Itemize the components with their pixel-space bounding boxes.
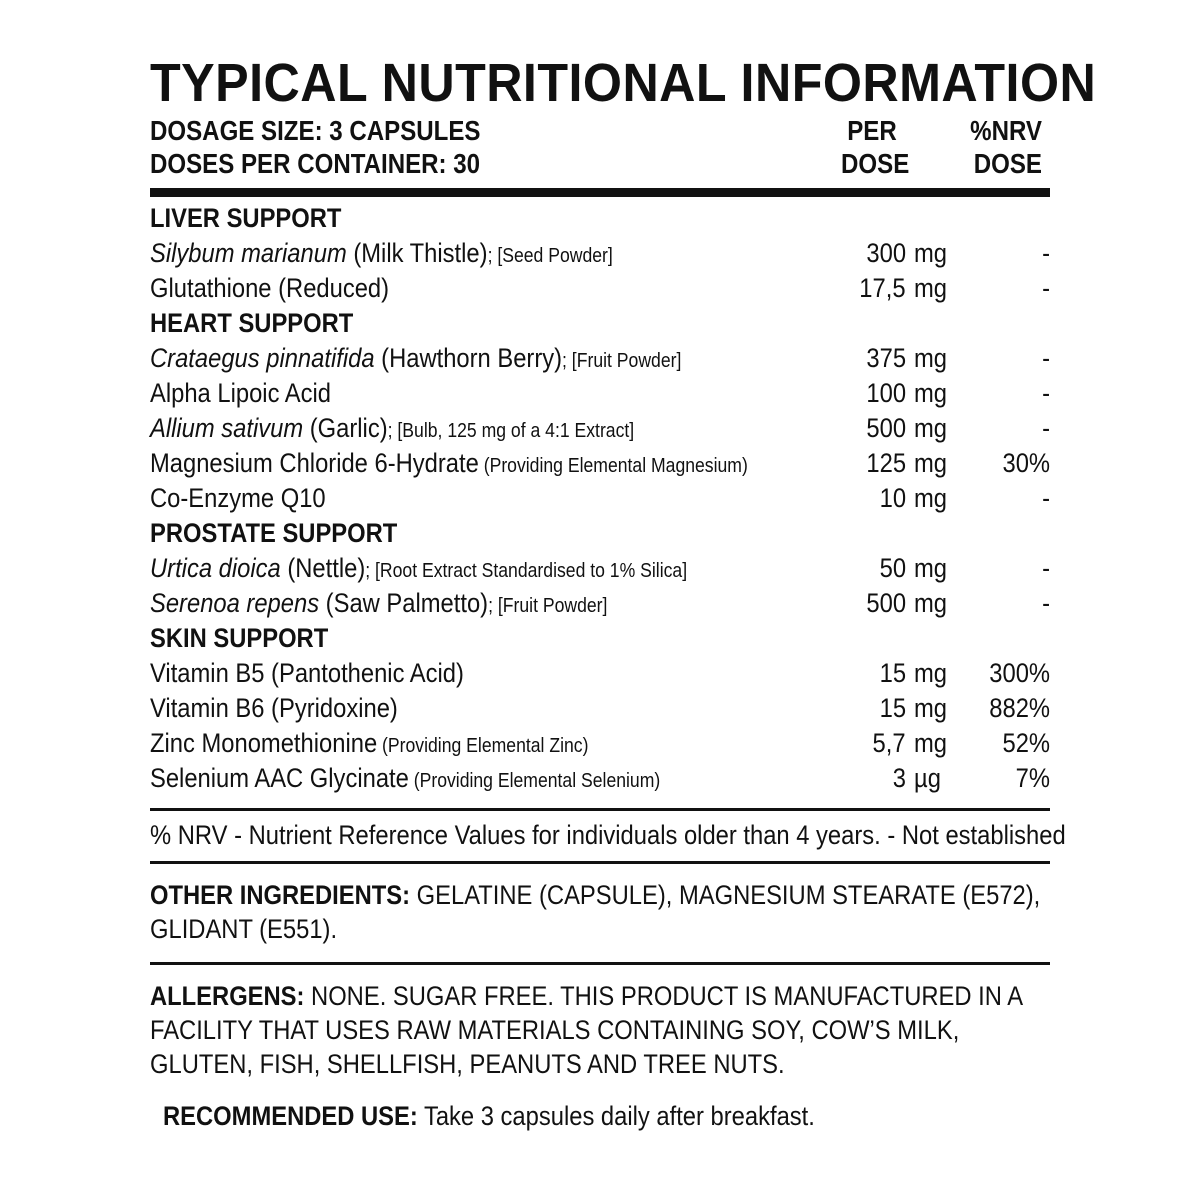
table-row [150, 376, 1050, 411]
other-ingredients [150, 878, 1050, 946]
ingredient-detail: (Providing Elemental Selenium) [408, 770, 661, 792]
amount-unit: mg [914, 238, 948, 268]
allergens-label: ALLERGENS: [150, 981, 305, 1011]
section-title: LIVER SUPPORT [150, 203, 342, 233]
header-divider [150, 188, 1050, 197]
table-row [150, 586, 1050, 621]
page-title: TYPICAL NUTRITIONAL INFORMATION [150, 53, 1097, 113]
footnote-divider [150, 861, 1050, 864]
ingredient-detail: ; [Fruit Powder] [488, 595, 608, 617]
ingredient-detail: (Providing Elemental Magnesium) [478, 455, 748, 477]
section-title: SKIN SUPPORT [150, 623, 329, 653]
nrv-value: - [1042, 378, 1050, 408]
table-row [150, 726, 1050, 761]
table-row [150, 411, 1050, 446]
amount-unit: mg [914, 343, 948, 373]
nrv-value: - [1042, 273, 1050, 303]
ingredient-name [150, 446, 748, 484]
amount-unit: mg [914, 658, 948, 688]
nrv-value: 52% [1002, 728, 1050, 758]
ingredient-name [150, 481, 326, 516]
amount-unit: mg [914, 448, 948, 478]
nrv-value: 882% [989, 693, 1050, 723]
amount-unit: µg [914, 763, 941, 793]
ingredient-rows [150, 201, 1050, 796]
ingredient-name [150, 411, 634, 449]
ingredient-detail: ; [Bulb, 125 mg of a 4:1 Extract] [387, 420, 635, 442]
recommended-use [163, 1099, 944, 1133]
recommended-use-label: RECOMMENDED USE: [163, 1101, 418, 1131]
table-row [150, 481, 1050, 516]
per-dose-header-line1: PER [847, 115, 897, 146]
amount-per-dose: 500 [866, 588, 906, 618]
amount-unit: mg [914, 413, 948, 443]
per-dose-column-header [836, 114, 908, 180]
table-row [150, 656, 1050, 691]
ingredients-divider [150, 962, 1050, 965]
latin-name: Serenoa repens [150, 588, 320, 618]
common-name: (Hawthorn Berry) [374, 343, 563, 373]
table-row [150, 761, 1050, 796]
amount-per-dose: 17,5 [859, 273, 906, 303]
amount-unit: mg [914, 728, 948, 758]
amount-unit: mg [914, 273, 948, 303]
amount-per-dose: 375 [866, 343, 906, 373]
latin-name: Silybum marianum [150, 238, 347, 268]
common-name: (Milk Thistle) [346, 238, 488, 268]
amount-per-dose: 300 [866, 238, 906, 268]
allergens [150, 979, 1050, 1081]
latin-name: Crataegus pinnatifida [150, 343, 375, 373]
common-name: Zinc Monomethionine [150, 728, 378, 758]
latin-name: Urtica dioica [150, 553, 281, 583]
section-title: HEART SUPPORT [150, 308, 354, 338]
latin-name: Allium sativum [150, 413, 304, 443]
section-heading [150, 516, 1050, 551]
ingredient-name [150, 236, 613, 274]
doses-per-container: DOSES PER CONTAINER: 30 [150, 148, 481, 179]
ingredient-detail: ; [Root Extract Standardised to 1% Silica] [365, 560, 688, 582]
allergens-text: NONE. SUGAR FREE. THIS PRODUCT IS MANUFACTURED IN A FACILITY THAT USES RAW MATERIALS CONTAINING SOY, COW’S MILK, GLUTEN, FISH, SHELLFISH, PEANUTS AND TREE NUTS. [150, 981, 1022, 1079]
common-name: (Saw Palmetto) [319, 588, 489, 618]
nutrition-label [150, 52, 1097, 1133]
ingredient-detail: (Providing Elemental Zinc) [377, 735, 589, 757]
amount-unit: mg [914, 378, 948, 408]
serving-info [150, 114, 534, 180]
section-heading [150, 621, 1050, 656]
table-header [150, 114, 1050, 182]
ingredient-detail: ; [Seed Powder] [487, 245, 613, 267]
nrv-value: - [1042, 413, 1050, 443]
nrv-value: - [1042, 238, 1050, 268]
amount-per-dose: 3 [892, 763, 906, 793]
common-name: Vitamin B6 (Pyridoxine) [150, 693, 398, 723]
nrv-header-line2: DOSE [973, 148, 1042, 179]
amount-unit: mg [914, 553, 948, 583]
ingredient-name [150, 341, 681, 379]
nrv-value: 7% [1015, 763, 1050, 793]
dosage-size: DOSAGE SIZE: 3 CAPSULES [150, 115, 481, 146]
common-name: (Nettle) [280, 553, 366, 583]
ingredient-name [150, 656, 464, 691]
ingredient-name [150, 376, 331, 411]
amount-per-dose: 100 [866, 378, 906, 408]
ingredient-name [150, 551, 687, 589]
section-heading [150, 306, 1050, 341]
ingredient-name [150, 271, 389, 306]
nrv-value: 30% [1002, 448, 1050, 478]
table-row [150, 341, 1050, 376]
table-row [150, 236, 1050, 271]
common-name: Alpha Lipoic Acid [150, 378, 331, 408]
nrv-column-header [936, 114, 1042, 180]
nrv-footnote: % NRV - Nutrient Reference Values for individuals older than 4 years. - Not established [150, 820, 1066, 850]
amount-per-dose: 15 [879, 693, 906, 723]
amount-unit: mg [914, 483, 948, 513]
common-name: Co-Enzyme Q10 [150, 483, 326, 513]
ingredient-name [150, 726, 588, 764]
common-name: Vitamin B5 (Pantothenic Acid) [150, 658, 464, 688]
table-row [150, 551, 1050, 586]
recommended-use-text: Take 3 capsules daily after breakfast. [417, 1101, 815, 1131]
per-dose-header-line2: DOSE [841, 148, 910, 179]
table-row [150, 446, 1050, 481]
nrv-header-line1: %NRV [970, 115, 1042, 146]
amount-per-dose: 5,7 [872, 728, 906, 758]
common-name: (Garlic) [303, 413, 388, 443]
table-row [150, 691, 1050, 726]
common-name: Glutathione (Reduced) [150, 273, 390, 303]
ingredient-name [150, 586, 607, 624]
amount-per-dose: 125 [866, 448, 906, 478]
ingredient-name [150, 761, 660, 799]
ingredient-detail: ; [Fruit Powder] [562, 350, 682, 372]
nrv-value: 300% [989, 658, 1050, 688]
nrv-value: - [1042, 553, 1050, 583]
amount-per-dose: 50 [879, 553, 906, 583]
nrv-value: - [1042, 588, 1050, 618]
nrv-value: - [1042, 483, 1050, 513]
amount-per-dose: 10 [879, 483, 906, 513]
section-title: PROSTATE SUPPORT [150, 518, 398, 548]
amount-unit: mg [914, 693, 948, 723]
amount-unit: mg [914, 588, 948, 618]
ingredient-name [150, 691, 398, 726]
other-ingredients-text: GELATINE (CAPSULE), MAGNESIUM STEARATE (E572), GLIDANT (E551). [150, 880, 1041, 944]
nrv-value: - [1042, 343, 1050, 373]
amount-per-dose: 500 [866, 413, 906, 443]
amount-per-dose: 15 [879, 658, 906, 688]
other-ingredients-label: OTHER INGREDIENTS: [150, 880, 411, 910]
section-heading [150, 201, 1050, 236]
common-name: Magnesium Chloride 6-Hydrate [150, 448, 479, 478]
table-bottom-divider [150, 808, 1050, 811]
common-name: Selenium AAC Glycinate [150, 763, 409, 793]
table-row [150, 271, 1050, 306]
